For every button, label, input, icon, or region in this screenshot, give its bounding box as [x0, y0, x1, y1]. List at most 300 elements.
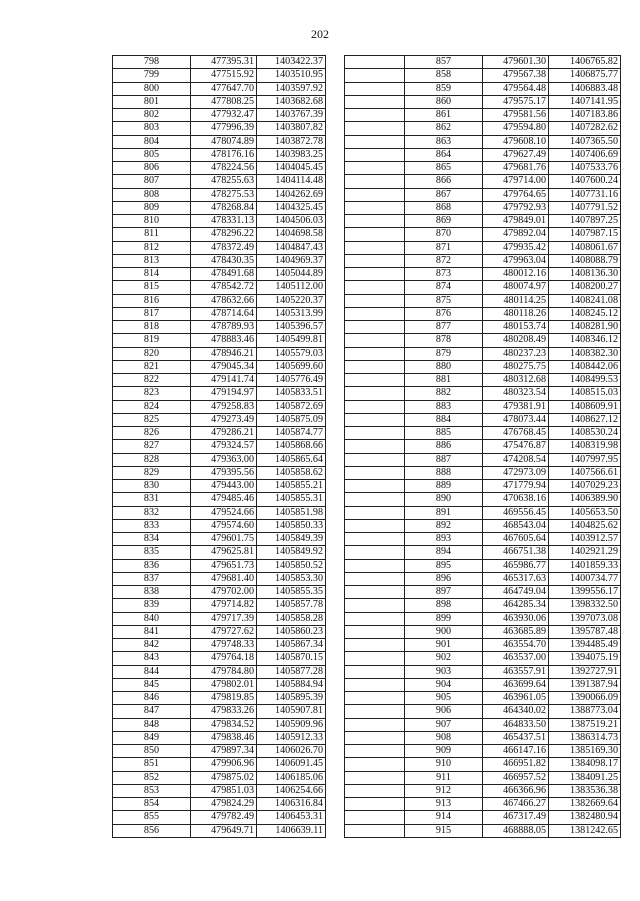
x-coordinate-cell: 478296.22	[191, 228, 257, 241]
table-row	[113, 506, 326, 519]
y-coordinate-cell: 1395787.48	[549, 625, 621, 638]
blank-cell	[345, 824, 405, 837]
point-number-cell: 862	[405, 122, 483, 135]
y-coordinate-cell: 1407997.95	[549, 453, 621, 466]
x-coordinate-cell: 480208.49	[483, 334, 549, 347]
table-row	[113, 718, 326, 731]
x-coordinate-cell: 479802.01	[191, 678, 257, 691]
x-coordinate-cell: 479363.00	[191, 453, 257, 466]
y-coordinate-cell: 1403422.37	[257, 56, 326, 69]
x-coordinate-cell: 479892.04	[483, 228, 549, 241]
y-coordinate-cell: 1408088.79	[549, 254, 621, 267]
table-row	[113, 599, 326, 612]
point-number-cell: 903	[405, 665, 483, 678]
x-coordinate-cell: 479627.49	[483, 148, 549, 161]
table-row	[113, 294, 326, 307]
x-coordinate-cell: 479625.81	[191, 546, 257, 559]
point-number-cell: 883	[405, 400, 483, 413]
blank-cell	[345, 95, 405, 108]
x-coordinate-cell: 475476.87	[483, 440, 549, 453]
x-coordinate-cell: 479834.52	[191, 718, 257, 731]
blank-cell	[345, 281, 405, 294]
x-coordinate-cell: 463557.91	[483, 665, 549, 678]
blank-cell	[345, 612, 405, 625]
blank-cell	[345, 440, 405, 453]
y-coordinate-cell: 1406639.11	[257, 824, 326, 837]
x-coordinate-cell: 478491.68	[191, 268, 257, 281]
y-coordinate-cell: 1405865.64	[257, 453, 326, 466]
x-coordinate-cell: 478224.56	[191, 162, 257, 175]
blank-cell	[345, 82, 405, 95]
blank-cell	[345, 109, 405, 122]
point-number-cell: 897	[405, 586, 483, 599]
table-row	[113, 612, 326, 625]
table-row	[113, 175, 326, 188]
y-coordinate-cell: 1382480.94	[549, 811, 621, 824]
point-number-cell: 859	[405, 82, 483, 95]
x-coordinate-cell: 477515.92	[191, 69, 257, 82]
x-coordinate-cell: 465986.77	[483, 559, 549, 572]
point-number-cell: 851	[113, 758, 191, 771]
blank-cell	[345, 215, 405, 228]
y-coordinate-cell: 1403807.82	[257, 122, 326, 135]
blank-cell	[345, 162, 405, 175]
blank-cell	[345, 294, 405, 307]
x-coordinate-cell: 479784.80	[191, 665, 257, 678]
blank-cell	[345, 705, 405, 718]
point-number-cell: 835	[113, 546, 191, 559]
y-coordinate-cell: 1388773.04	[549, 705, 621, 718]
point-number-cell: 885	[405, 427, 483, 440]
y-coordinate-cell: 1404114.48	[257, 175, 326, 188]
point-number-cell: 839	[113, 599, 191, 612]
table-row	[113, 559, 326, 572]
x-coordinate-cell: 480323.54	[483, 387, 549, 400]
x-coordinate-cell: 478275.53	[191, 188, 257, 201]
table-row	[345, 254, 621, 267]
x-coordinate-cell: 466147.16	[483, 745, 549, 758]
table-row	[345, 572, 621, 585]
y-coordinate-cell: 1405850.33	[257, 519, 326, 532]
table-row	[345, 824, 621, 837]
point-number-cell: 911	[405, 771, 483, 784]
blank-cell	[345, 506, 405, 519]
y-coordinate-cell: 1408530.24	[549, 427, 621, 440]
point-number-cell: 838	[113, 586, 191, 599]
y-coordinate-cell: 1406453.31	[257, 811, 326, 824]
x-coordinate-cell: 464749.04	[483, 586, 549, 599]
blank-cell	[345, 731, 405, 744]
table-row	[345, 122, 621, 135]
x-coordinate-cell: 479574.60	[191, 519, 257, 532]
y-coordinate-cell: 1384091.25	[549, 771, 621, 784]
coordinates-table-left	[112, 55, 326, 838]
blank-cell	[345, 559, 405, 572]
x-coordinate-cell: 474208.54	[483, 453, 549, 466]
x-coordinate-cell: 476768.45	[483, 427, 549, 440]
x-coordinate-cell: 479564.48	[483, 82, 549, 95]
table-row	[345, 135, 621, 148]
table-row	[113, 758, 326, 771]
x-coordinate-cell: 479575.17	[483, 95, 549, 108]
x-coordinate-cell: 479833.26	[191, 705, 257, 718]
table-row	[113, 652, 326, 665]
y-coordinate-cell: 1405653.50	[549, 506, 621, 519]
y-coordinate-cell: 1381242.65	[549, 824, 621, 837]
table-row	[113, 360, 326, 373]
blank-cell	[345, 533, 405, 546]
blank-cell	[345, 175, 405, 188]
point-number-cell: 888	[405, 466, 483, 479]
y-coordinate-cell: 1405833.51	[257, 387, 326, 400]
x-coordinate-cell: 479782.49	[191, 811, 257, 824]
table-row	[345, 466, 621, 479]
y-coordinate-cell: 1403767.39	[257, 109, 326, 122]
table-row	[345, 586, 621, 599]
blank-cell	[345, 599, 405, 612]
table-row	[113, 268, 326, 281]
table-row	[113, 109, 326, 122]
y-coordinate-cell: 1383536.38	[549, 784, 621, 797]
point-number-cell: 803	[113, 122, 191, 135]
x-coordinate-cell: 477932.47	[191, 109, 257, 122]
x-coordinate-cell: 479792.93	[483, 201, 549, 214]
y-coordinate-cell: 1408346.12	[549, 334, 621, 347]
table-row	[113, 135, 326, 148]
x-coordinate-cell: 470638.16	[483, 493, 549, 506]
x-coordinate-cell: 466366.96	[483, 784, 549, 797]
x-coordinate-cell: 480118.26	[483, 307, 549, 320]
table-row	[113, 665, 326, 678]
table-row	[345, 758, 621, 771]
blank-cell	[345, 122, 405, 135]
table-row	[113, 162, 326, 175]
blank-cell	[345, 254, 405, 267]
y-coordinate-cell: 1407406.69	[549, 148, 621, 161]
y-coordinate-cell: 1405044.89	[257, 268, 326, 281]
blank-cell	[345, 745, 405, 758]
x-coordinate-cell: 479714.00	[483, 175, 549, 188]
blank-cell	[345, 692, 405, 705]
y-coordinate-cell: 1403510.95	[257, 69, 326, 82]
blank-cell	[345, 241, 405, 254]
x-coordinate-cell: 479717.39	[191, 612, 257, 625]
table-row	[345, 652, 621, 665]
table-row	[113, 811, 326, 824]
blank-cell	[345, 811, 405, 824]
table-row	[345, 413, 621, 426]
table-row	[345, 188, 621, 201]
table-row	[345, 400, 621, 413]
x-coordinate-cell: 479273.49	[191, 413, 257, 426]
table-row	[113, 69, 326, 82]
y-coordinate-cell: 1405895.39	[257, 692, 326, 705]
y-coordinate-cell: 1406316.84	[257, 798, 326, 811]
x-coordinate-cell: 479601.75	[191, 533, 257, 546]
point-number-cell: 837	[113, 572, 191, 585]
page-number: 202	[311, 27, 329, 41]
table-row	[345, 241, 621, 254]
point-number-cell: 886	[405, 440, 483, 453]
x-coordinate-cell: 469556.45	[483, 506, 549, 519]
point-number-cell: 849	[113, 731, 191, 744]
point-number-cell: 880	[405, 360, 483, 373]
table-row	[113, 215, 326, 228]
table-row	[113, 692, 326, 705]
x-coordinate-cell: 478372.49	[191, 241, 257, 254]
y-coordinate-cell: 1405855.35	[257, 586, 326, 599]
y-coordinate-cell: 1404698.58	[257, 228, 326, 241]
table-row	[345, 546, 621, 559]
table-row	[345, 559, 621, 572]
point-number-cell: 877	[405, 321, 483, 334]
y-coordinate-cell: 1394075.19	[549, 652, 621, 665]
point-number-cell: 799	[113, 69, 191, 82]
x-coordinate-cell: 466751.38	[483, 546, 549, 559]
point-number-cell: 878	[405, 334, 483, 347]
blank-cell	[345, 307, 405, 320]
point-number-cell: 893	[405, 533, 483, 546]
point-number-cell: 882	[405, 387, 483, 400]
y-coordinate-cell: 1405396.57	[257, 321, 326, 334]
point-number-cell: 809	[113, 201, 191, 214]
y-coordinate-cell: 1405499.81	[257, 334, 326, 347]
point-number-cell: 840	[113, 612, 191, 625]
x-coordinate-cell: 468888.05	[483, 824, 549, 837]
x-coordinate-cell: 479702.00	[191, 586, 257, 599]
x-coordinate-cell: 479581.56	[483, 109, 549, 122]
point-number-cell: 912	[405, 784, 483, 797]
x-coordinate-cell: 465437.51	[483, 731, 549, 744]
x-coordinate-cell: 477996.39	[191, 122, 257, 135]
table-row	[113, 519, 326, 532]
table-row	[113, 188, 326, 201]
table-row	[113, 307, 326, 320]
point-number-cell: 806	[113, 162, 191, 175]
blank-cell	[345, 135, 405, 148]
x-coordinate-cell: 480237.23	[483, 347, 549, 360]
table-row	[345, 82, 621, 95]
point-number-cell: 843	[113, 652, 191, 665]
table-row	[113, 241, 326, 254]
point-number-cell: 800	[113, 82, 191, 95]
table-row	[113, 347, 326, 360]
blank-cell	[345, 148, 405, 161]
point-number-cell: 807	[113, 175, 191, 188]
point-number-cell: 811	[113, 228, 191, 241]
table-row	[113, 321, 326, 334]
y-coordinate-cell: 1385169.30	[549, 745, 621, 758]
y-coordinate-cell: 1403597.92	[257, 82, 326, 95]
x-coordinate-cell: 472973.09	[483, 466, 549, 479]
table-row	[113, 413, 326, 426]
point-number-cell: 870	[405, 228, 483, 241]
table-row	[345, 95, 621, 108]
y-coordinate-cell: 1390066.09	[549, 692, 621, 705]
y-coordinate-cell: 1405858.62	[257, 466, 326, 479]
y-coordinate-cell: 1407029.23	[549, 480, 621, 493]
y-coordinate-cell: 1403682.68	[257, 95, 326, 108]
y-coordinate-cell: 1405579.03	[257, 347, 326, 360]
y-coordinate-cell: 1403872.78	[257, 135, 326, 148]
y-coordinate-cell: 1407183.86	[549, 109, 621, 122]
blank-cell	[345, 639, 405, 652]
y-coordinate-cell: 1382669.64	[549, 798, 621, 811]
x-coordinate-cell: 478789.93	[191, 321, 257, 334]
table-row	[113, 440, 326, 453]
table-row	[113, 480, 326, 493]
x-coordinate-cell: 480012.16	[483, 268, 549, 281]
table-row	[113, 745, 326, 758]
table-row	[345, 294, 621, 307]
table-row	[345, 678, 621, 691]
point-number-cell: 901	[405, 639, 483, 652]
x-coordinate-cell: 479748.33	[191, 639, 257, 652]
table-row	[113, 56, 326, 69]
point-number-cell: 812	[113, 241, 191, 254]
table-row	[345, 612, 621, 625]
blank-cell	[345, 784, 405, 797]
table-row	[113, 625, 326, 638]
y-coordinate-cell: 1405858.28	[257, 612, 326, 625]
blank-cell	[345, 69, 405, 82]
blank-cell	[345, 758, 405, 771]
blank-cell	[345, 519, 405, 532]
point-number-cell: 899	[405, 612, 483, 625]
table-row	[345, 334, 621, 347]
x-coordinate-cell: 478946.21	[191, 347, 257, 360]
x-coordinate-cell: 479963.04	[483, 254, 549, 267]
blank-cell	[345, 572, 405, 585]
x-coordinate-cell: 465317.63	[483, 572, 549, 585]
blank-cell	[345, 453, 405, 466]
point-number-cell: 804	[113, 135, 191, 148]
table-row	[345, 718, 621, 731]
y-coordinate-cell: 1408319.98	[549, 440, 621, 453]
y-coordinate-cell: 1403912.57	[549, 533, 621, 546]
blank-cell	[345, 268, 405, 281]
point-number-cell: 860	[405, 95, 483, 108]
y-coordinate-cell: 1405874.77	[257, 427, 326, 440]
blank-cell	[345, 678, 405, 691]
point-number-cell: 817	[113, 307, 191, 320]
y-coordinate-cell: 1407566.61	[549, 466, 621, 479]
table-row	[345, 625, 621, 638]
table-row	[345, 798, 621, 811]
y-coordinate-cell: 1407897.25	[549, 215, 621, 228]
blank-cell	[345, 360, 405, 373]
point-number-cell: 798	[113, 56, 191, 69]
point-number-cell: 805	[113, 148, 191, 161]
y-coordinate-cell: 1384098.17	[549, 758, 621, 771]
x-coordinate-cell: 463699.64	[483, 678, 549, 691]
table-row	[345, 506, 621, 519]
point-number-cell: 854	[113, 798, 191, 811]
x-coordinate-cell: 479381.91	[483, 400, 549, 413]
x-coordinate-cell: 478255.63	[191, 175, 257, 188]
y-coordinate-cell: 1405853.30	[257, 572, 326, 585]
x-coordinate-cell: 478714.64	[191, 307, 257, 320]
x-coordinate-cell: 480312.68	[483, 374, 549, 387]
table-row	[345, 480, 621, 493]
point-number-cell: 895	[405, 559, 483, 572]
table-row	[113, 201, 326, 214]
y-coordinate-cell: 1407533.76	[549, 162, 621, 175]
point-number-cell: 820	[113, 347, 191, 360]
y-coordinate-cell: 1405220.37	[257, 294, 326, 307]
blank-cell	[345, 466, 405, 479]
point-number-cell: 836	[113, 559, 191, 572]
x-coordinate-cell: 479681.76	[483, 162, 549, 175]
point-number-cell: 858	[405, 69, 483, 82]
point-number-cell: 879	[405, 347, 483, 360]
table-row	[345, 162, 621, 175]
x-coordinate-cell: 479608.10	[483, 135, 549, 148]
point-number-cell: 821	[113, 360, 191, 373]
point-number-cell: 887	[405, 453, 483, 466]
y-coordinate-cell: 1399556.17	[549, 586, 621, 599]
point-number-cell: 842	[113, 639, 191, 652]
x-coordinate-cell: 478268.84	[191, 201, 257, 214]
y-coordinate-cell: 1404262.69	[257, 188, 326, 201]
y-coordinate-cell: 1406389.90	[549, 493, 621, 506]
point-number-cell: 834	[113, 533, 191, 546]
point-number-cell: 868	[405, 201, 483, 214]
point-number-cell: 874	[405, 281, 483, 294]
point-number-cell: 841	[113, 625, 191, 638]
point-number-cell: 896	[405, 572, 483, 585]
y-coordinate-cell: 1405850.52	[257, 559, 326, 572]
x-coordinate-cell: 479849.01	[483, 215, 549, 228]
x-coordinate-cell: 464340.02	[483, 705, 549, 718]
point-number-cell: 852	[113, 771, 191, 784]
x-coordinate-cell: 478883.46	[191, 334, 257, 347]
point-number-cell: 848	[113, 718, 191, 731]
table-row	[113, 374, 326, 387]
x-coordinate-cell: 478542.72	[191, 281, 257, 294]
x-coordinate-cell: 479524.66	[191, 506, 257, 519]
x-coordinate-cell: 466951.82	[483, 758, 549, 771]
point-number-cell: 810	[113, 215, 191, 228]
x-coordinate-cell: 480074.97	[483, 281, 549, 294]
x-coordinate-cell: 479714.82	[191, 599, 257, 612]
point-number-cell: 855	[113, 811, 191, 824]
x-coordinate-cell: 463961.05	[483, 692, 549, 705]
point-number-cell: 909	[405, 745, 483, 758]
y-coordinate-cell: 1392727.91	[549, 665, 621, 678]
y-coordinate-cell: 1405912.33	[257, 731, 326, 744]
blank-cell	[345, 427, 405, 440]
table-row	[113, 771, 326, 784]
x-coordinate-cell: 477808.25	[191, 95, 257, 108]
point-number-cell: 869	[405, 215, 483, 228]
table-row	[345, 745, 621, 758]
y-coordinate-cell: 1407791.52	[549, 201, 621, 214]
x-coordinate-cell: 479897.34	[191, 745, 257, 758]
x-coordinate-cell: 479764.65	[483, 188, 549, 201]
x-coordinate-cell: 463554.70	[483, 639, 549, 652]
y-coordinate-cell: 1405112.00	[257, 281, 326, 294]
table-row	[113, 546, 326, 559]
blank-cell	[345, 347, 405, 360]
table-row	[113, 639, 326, 652]
y-coordinate-cell: 1400734.77	[549, 572, 621, 585]
x-coordinate-cell: 479594.80	[483, 122, 549, 135]
y-coordinate-cell: 1408136.30	[549, 268, 621, 281]
x-coordinate-cell: 479727.62	[191, 625, 257, 638]
table-row	[345, 69, 621, 82]
y-coordinate-cell: 1391387.94	[549, 678, 621, 691]
